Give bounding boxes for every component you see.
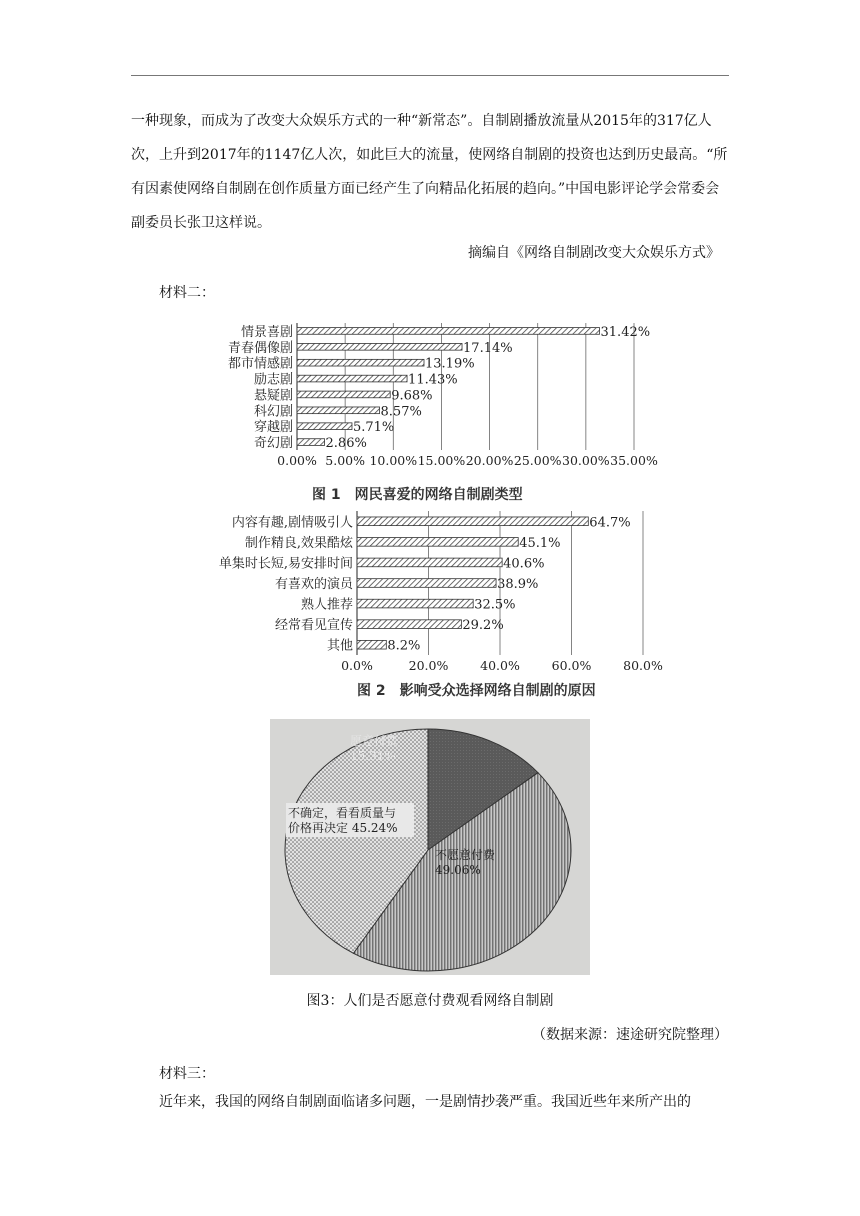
paragraph-3: 近年来，我国的网络自制剧面临诸多问题，一是剧情抄袭严重。我国近些年来所产出的 [159,1094,691,1110]
category-label: 情景喜剧 [240,324,293,340]
x-tick-label: 0.0% [341,658,373,673]
data-label: 13.19% [425,356,475,372]
data-label: 40.6% [503,556,545,572]
pie-chart-photo [270,719,590,975]
bar [357,599,473,608]
x-tick-label: 20.0% [408,658,449,673]
pie-label: 不确定，看看质量与 [288,806,397,820]
data-label: 64.7% [589,515,631,531]
data-label: 17.14% [463,340,513,356]
category-label: 经常看见宣传 [274,618,353,634]
data-source: （数据来源：速途研究院整理） [532,1027,728,1043]
bar [297,328,600,335]
chart-2 [190,505,680,679]
x-tick-label: 5.00% [325,453,366,468]
x-tick-label: 20.00% [465,453,514,468]
source-citation-1: 摘编自《网络自制剧改变大众娱乐方式》 [468,245,720,261]
data-label: 45.1% [519,535,561,551]
data-label: 38.9% [497,577,539,592]
bar [297,391,390,398]
category-label: 悬疑剧 [253,388,293,404]
pie-label: 价格再决定 45.24% [288,821,398,835]
bar [357,558,502,567]
chart-2-title: 图 2 影响受众选择网络自制剧的原因 [357,683,596,699]
category-label: 其他 [326,638,353,654]
data-label: 8.57% [380,404,422,420]
chart-1-svg [200,316,660,476]
chart-1 [200,316,660,480]
bar [357,640,386,649]
chart-2-svg [190,505,680,675]
x-tick-label: 60.0% [551,658,592,673]
chart-3-caption: 图3：人们是否愿意付费观看网络自制剧 [306,993,554,1009]
pie-label: 15.31% [350,749,396,763]
category-label: 穿越剧 [253,420,293,436]
heading-material-3: 材料三： [159,1066,215,1082]
bar [297,439,325,446]
category-label: 奇幻剧 [253,436,293,452]
data-label: 2.86% [325,436,367,452]
category-label: 内容有趣,剧情吸引人 [231,515,353,531]
bar [357,620,461,629]
data-label: 29.2% [462,618,504,634]
bar [297,359,424,366]
category-label: 熟人推荐 [300,597,353,613]
bar [297,375,407,382]
header-rule [131,75,729,76]
category-label: 制作精良,效果酷炫 [244,535,353,551]
pie-chart-svg [270,719,590,975]
heading-material-2: 材料二： [159,285,215,301]
category-label: 有喜欢的演员 [274,577,353,592]
data-label: 11.43% [408,372,458,388]
x-tick-label: 40.0% [480,658,520,673]
x-tick-label: 30.00% [562,453,610,468]
x-tick-label: 35.00% [610,453,658,468]
x-tick-label: 25.00% [513,453,562,468]
x-tick-label: 15.00% [417,453,466,468]
bar [357,579,496,588]
category-label: 单集时长短,易安排时间 [218,556,353,572]
x-tick-label: 10.00% [369,453,418,468]
data-label: 8.2% [387,638,421,654]
pie-label: 愿意付费 [350,734,399,748]
pie-label: 49.06% [435,863,481,877]
bar [297,407,380,414]
category-label: 青春偶像剧 [227,340,293,356]
pie-label: 不愿意付费 [435,848,496,862]
bar [297,423,352,430]
data-label: 31.42% [600,324,651,340]
bar [357,538,518,547]
paragraph-1: 一种现象，而成为了改变大众娱乐方式的一种“新常态”。自制剧播放流量从2015年的317亿人次，上升到2017年的1147亿人次，如此巨大的流量，使网络自制剧的投资也达到历史最高。“所有因素使网络自制剧在创作质量方面已经产生了向精品化拓展的趋向。”中国电影评论学会常委会副委员长张卫这样说。 [131,113,728,231]
data-label: 32.5% [474,597,516,613]
data-label: 9.68% [391,388,433,404]
x-tick-label: 80.0% [623,658,663,673]
chart-1-title: 图 1 网民喜爱的网络自制剧类型 [312,487,523,503]
x-tick-label: 0.00% [277,453,317,468]
data-label: 5.71% [352,420,395,436]
category-label: 都市情感剧 [227,356,293,372]
bar [357,517,588,526]
category-label: 科幻剧 [253,404,293,420]
bar [297,343,462,350]
category-label: 励志剧 [253,372,293,388]
